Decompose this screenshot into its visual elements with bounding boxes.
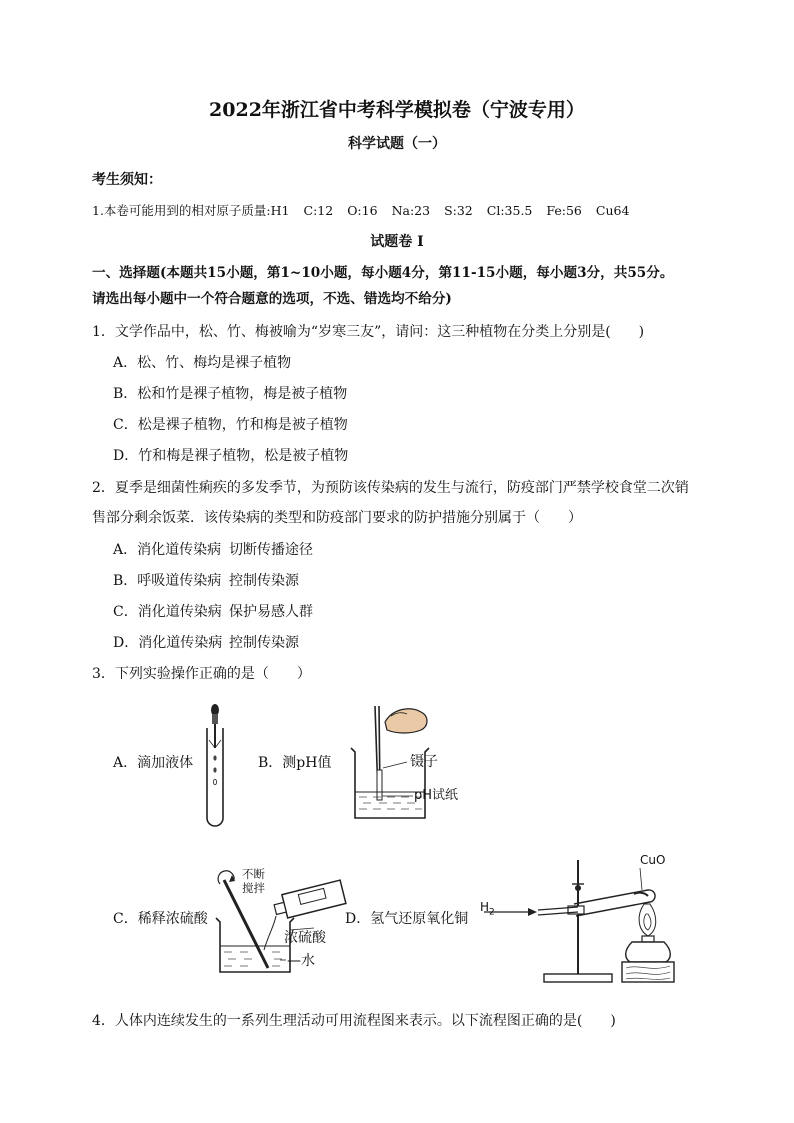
question-2-option-b: B．呼吸道传染病 控制传染源 bbox=[113, 573, 299, 589]
dropper-testtube-figure bbox=[195, 700, 235, 830]
stir-label-line1: 不断 bbox=[242, 867, 265, 881]
water-label: —水 bbox=[287, 953, 315, 969]
ph-paper-label: pH试纸 bbox=[414, 788, 459, 803]
atom-cu: Cu64 bbox=[595, 203, 630, 218]
question-2-option-a: A．消化道传染病 切断传播途径 bbox=[113, 542, 313, 558]
section1-instruction-line1: 一、选择题(本题共15小题，第1~10小题，每小题4分，第11-15小题，每小题3分，共55分。 bbox=[92, 265, 674, 281]
question-1-option-b: B．松和竹是裸子植物，梅是被子植物 bbox=[113, 386, 348, 402]
question-3-option-a: A．滴加液体 bbox=[113, 755, 194, 771]
acid-label: 浓硫酸 bbox=[284, 930, 326, 946]
question-3-option-d: D．氢气还原氧化铜 bbox=[345, 911, 469, 927]
section1-instruction-line2: 请选出每小题中一个符合题意的选项，不选、错选均不给分) bbox=[92, 291, 452, 307]
question-4-stem: 4．人体内连续发生的一系列生理活动可用流程图来表示。以下流程图正确的是( ) bbox=[92, 1013, 616, 1029]
question-2-option-c: C．消化道传染病 保护易感人群 bbox=[113, 604, 313, 620]
question-3-stem: 3．下列实验操作正确的是（ ） bbox=[92, 666, 311, 682]
question-1-option-c: C．松是裸子植物，竹和梅是被子植物 bbox=[113, 417, 348, 433]
cuo-label: CuO bbox=[640, 853, 666, 867]
atom-o: O:16 bbox=[347, 203, 378, 218]
ph-test-figure bbox=[345, 700, 465, 825]
atom-na: Na:23 bbox=[391, 203, 431, 218]
atomic-masses bbox=[92, 202, 629, 220]
atom-s: S:32 bbox=[444, 203, 473, 218]
atom-h: H1 bbox=[270, 203, 290, 218]
atom-cl: Cl:35.5 bbox=[486, 203, 533, 218]
stir-label-line2: 搅拌 bbox=[242, 881, 265, 895]
question-1-option-d: D．竹和梅是裸子植物，松是被子植物 bbox=[113, 448, 349, 464]
h2-label: $H_2$ bbox=[480, 900, 495, 918]
tweezers-label: 镊子 bbox=[410, 754, 438, 770]
page-title: 2022年浙江省中考科学模拟卷（宁波专用） bbox=[209, 99, 585, 121]
atomic-masses-lead: 1.本卷可能用到的相对原子质量: bbox=[92, 203, 271, 218]
hydrogen-reduction-figure bbox=[482, 850, 682, 990]
question-3-option-c: C．稀释浓硫酸 bbox=[113, 911, 208, 927]
question-2-stem-line1: 2．夏季是细菌性痢疾的多发季节，为预防该传染病的发生与流行，防疫部门严禁学校食堂二次销 bbox=[92, 480, 689, 496]
atom-c: C:12 bbox=[303, 203, 334, 218]
atom-fe: Fe:56 bbox=[546, 203, 582, 218]
question-1-option-a: A．松、竹、梅均是裸子植物 bbox=[113, 355, 292, 371]
notice-heading: 考生须知： bbox=[92, 172, 162, 188]
section-label: 试题卷 Ⅰ bbox=[370, 234, 424, 250]
question-1-stem: 1．文学作品中，松、竹、梅被喻为“岁寒三友”，请问：这三种植物在分类上分别是( ) bbox=[92, 324, 645, 340]
question-2-option-d: D．消化道传染病 控制传染源 bbox=[113, 635, 299, 651]
page-subtitle: 科学试题（一） bbox=[348, 136, 446, 152]
question-3-option-b: B．测pH值 bbox=[258, 755, 332, 771]
question-2-stem-line2: 售部分剩余饭菜．该传染病的类型和防疫部门要求的防护措施分别属于（ ） bbox=[92, 510, 582, 526]
dilution-figure bbox=[210, 860, 350, 980]
